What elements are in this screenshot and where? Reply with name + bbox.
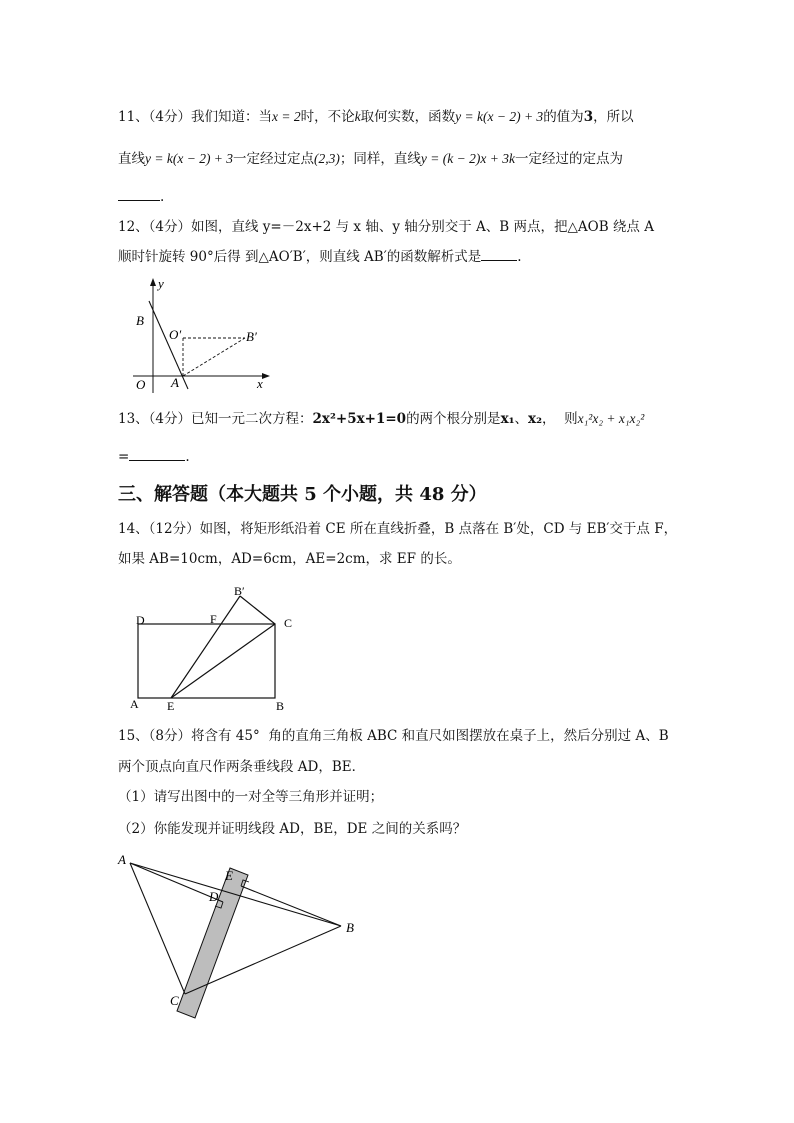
q15-label-a: A xyxy=(118,852,126,867)
q12-period: . xyxy=(517,249,522,265)
q12-answer-blank[interactable] xyxy=(481,248,517,261)
q13-root-2: x₂ xyxy=(528,411,542,427)
q11-x-eq-2: x = 2 xyxy=(272,109,301,124)
q14-line-1: 14、（12分）如图，将矩形纸沿着 CE 所在直线折叠，B 点落在 B′处，CD 与 EB′交于点 F， xyxy=(118,521,678,537)
q14-line-eb1 xyxy=(171,596,240,698)
q15-part-2: （2）你能发现并证明线段 AD，BE，DE 之间的关系吗？ xyxy=(118,821,467,837)
q14-label-b1: B′ xyxy=(234,584,245,598)
q11-answer-blank[interactable] xyxy=(118,188,160,201)
q13-answer-blank[interactable] xyxy=(129,448,185,461)
section-3-heading: 三、解答题（本大题共 5 个小题，共 48 分） xyxy=(118,484,487,505)
q12-line-2 xyxy=(118,248,522,266)
q15-line-2: 两个顶点向直尺作两条垂线段 AD，BE． xyxy=(118,759,366,775)
q11-text-b: 时，不论 xyxy=(300,109,355,125)
q11-text-f: 直线 xyxy=(118,151,145,167)
q13-sep: 、 xyxy=(514,411,529,427)
q11-function-3: y = (k − 2)x + 3k xyxy=(420,151,515,166)
q15-label-d: D xyxy=(209,889,219,904)
q12-label-a: A xyxy=(171,375,179,390)
q11-function: y = k(x − 2) + 3 xyxy=(455,109,544,124)
q15-label-c: C xyxy=(170,993,179,1008)
q15-seg-be xyxy=(241,886,341,926)
q14-label-c: C xyxy=(284,616,293,630)
q11-line-3 xyxy=(118,188,164,206)
q11-fixed-point: (2,3) xyxy=(314,151,340,166)
q13-text-c: ， 则 xyxy=(542,411,578,427)
q12-label-x: x xyxy=(257,376,263,391)
q13-period: . xyxy=(185,449,190,465)
q14-label-e: E xyxy=(167,699,175,713)
q13-text-a: 13、（4分）已知一元二次方程： xyxy=(118,411,313,427)
q12-dashed-a-b1 xyxy=(183,338,245,376)
q11-text-a: 11、（4分）我们知道：当 xyxy=(118,109,273,125)
q15-label-b: B xyxy=(346,920,354,935)
q11-line-2 xyxy=(118,150,623,168)
q11-line-1 xyxy=(118,108,634,126)
q11-text-e: ，所以 xyxy=(593,109,634,125)
q12-label-b: B xyxy=(136,313,144,328)
q12-text: 顺时针旋转 90°后得 到△AO′B′，则直线 AB′的函数解析式是 xyxy=(118,249,482,265)
q11-value-3: 3 xyxy=(583,109,594,125)
q14-label-d: D xyxy=(136,613,145,627)
q15-text: 15、（8分）将含有 45° 角的直角三角板 ABC 和直尺如图摆放在桌子上，然后分别过 A、B xyxy=(118,728,669,744)
q12-label-y: y xyxy=(158,276,164,291)
q15-figure xyxy=(115,850,365,1020)
q13-equals: = xyxy=(118,449,130,465)
q14-line-b1c xyxy=(240,596,275,624)
q13-text-b: 的两个根分别是 xyxy=(406,411,501,427)
q11-text-h: ；同样，直线 xyxy=(339,151,421,167)
q13-expression: x₁²x₂ + x₁x₂² xyxy=(577,411,645,426)
q11-text-d: 的值为 xyxy=(543,109,584,125)
q12-y-arrow-icon xyxy=(150,278,156,286)
q13-root-1: x₁ xyxy=(500,411,515,427)
q11-k: k xyxy=(354,109,361,124)
q14-label-a: A xyxy=(130,697,139,711)
q12-figure xyxy=(125,275,285,395)
q15-label-e: E xyxy=(225,868,233,883)
q11-text-i: 一定经过的定点为 xyxy=(514,151,623,167)
q12-label-o1: O′ xyxy=(169,327,182,342)
q11-function-2: y = k(x − 2) + 3 xyxy=(145,151,234,166)
q11-period: . xyxy=(160,189,165,205)
q14-line-ec xyxy=(171,624,275,698)
q13-line-2 xyxy=(118,448,190,466)
q12-x-arrow-icon xyxy=(262,373,270,379)
q14-figure xyxy=(125,582,305,712)
q11-text-c: 取何实数，函数 xyxy=(360,109,456,125)
q14-label-f: F xyxy=(210,612,217,626)
q12-line-1: 12、（4分）如图，直线 y=－2x+2 与 x 轴、y 轴分别交于 A、B 两点，把△AOB 绕点 A xyxy=(118,219,654,235)
q15-part-1: （1）请写出图中的一对全等三角形并证明； xyxy=(118,789,384,805)
q14-label-b: B xyxy=(276,699,285,713)
q11-text-g: 一定经过定点 xyxy=(233,151,315,167)
q15-line-1 xyxy=(118,727,669,745)
q14-line-2: 如果 AB=10cm，AD=6cm，AE=2cm，求 EF 的长。 xyxy=(118,551,461,567)
q13-equation: 2x²+5x+1=0 xyxy=(312,411,407,427)
q13-line-1 xyxy=(118,410,644,428)
q14-rectangle xyxy=(138,624,275,698)
q12-label-b1: B′ xyxy=(246,329,257,344)
q12-label-o: O xyxy=(136,377,146,392)
